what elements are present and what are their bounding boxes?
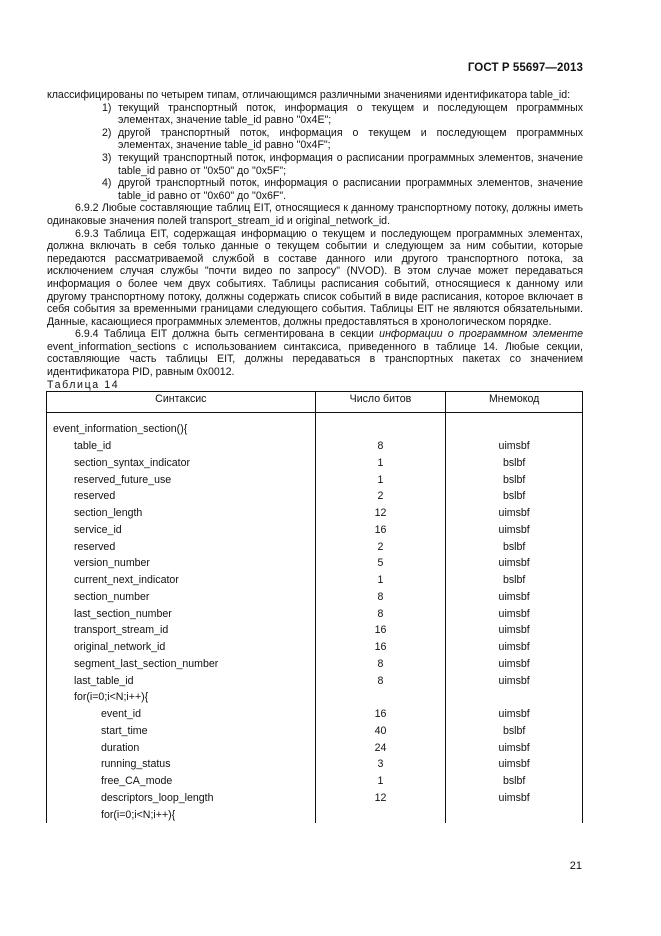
cell-bits (315, 689, 446, 706)
table-row (47, 539, 583, 556)
cell-syntax: for(i=0;i<N;i++){ (47, 807, 316, 824)
cell-mnemonic: bslbf (446, 723, 583, 740)
cell-bits: 16 (315, 639, 446, 656)
paragraph-6-9-2: 6.9.2 Любые составляющие таблиц EIT, относящиеся к данному транспортному потоку, должны иметь одинаковые значения полей transport_stream_id и original_network_id. (47, 202, 583, 227)
cell-syntax: last_table_id (47, 673, 316, 690)
list-item-text: другой транспортный поток, информация о текущем и последующем программных элементах, значение table_id равно "0x4F"; (118, 126, 583, 152)
list-item-text: текущий транспортный поток, информация о текущем и последующем программных элементах, значение table_id равно "0x4E"; (118, 101, 583, 127)
cell-syntax: segment_last_section_number (47, 656, 316, 673)
cell-syntax: running_status (47, 756, 316, 773)
cell-mnemonic (446, 689, 583, 706)
cell-bits: 16 (315, 622, 446, 639)
cell-bits: 1 (315, 455, 446, 472)
table-row (47, 421, 583, 438)
cell-syntax: for(i=0;i<N;i++){ (47, 689, 316, 706)
cell-syntax: current_next_indicator (47, 572, 316, 589)
cell-syntax: section_length (47, 505, 316, 522)
cell-mnemonic: uimsbf (446, 555, 583, 572)
header-bits: Число битов (315, 392, 446, 413)
list-item-text: текущий транспортный поток, информация о расписании программных элементов, значение table_id равно от "0x50" до "0x5F"; (118, 151, 583, 177)
table-row (47, 740, 583, 757)
table-row (47, 572, 583, 589)
cell-mnemonic (446, 807, 583, 824)
table-row (47, 706, 583, 723)
cell-bits: 8 (315, 589, 446, 606)
cell-syntax: original_network_id (47, 639, 316, 656)
table-row (47, 756, 583, 773)
syntax-table (46, 391, 583, 823)
cell-bits: 8 (315, 438, 446, 455)
type-list (47, 102, 583, 203)
paragraph-6-9-4-start: 6.9.4 Таблица EIT должна быть сегментирована в секции (75, 328, 380, 341)
list-item-number: 3) (102, 151, 112, 164)
cell-syntax: service_id (47, 522, 316, 539)
cell-syntax: free_CA_mode (47, 773, 316, 790)
list-item-number: 1) (102, 101, 112, 114)
cell-mnemonic: uimsbf (446, 790, 583, 807)
table-row (47, 656, 583, 673)
cell-bits: 8 (315, 606, 446, 623)
cell-bits: 12 (315, 790, 446, 807)
cell-mnemonic (446, 421, 583, 438)
cell-mnemonic: uimsbf (446, 589, 583, 606)
cell-bits: 12 (315, 505, 446, 522)
cell-bits: 2 (315, 488, 446, 505)
cell-mnemonic: bslbf (446, 488, 583, 505)
table-row (47, 505, 583, 522)
cell-syntax: reserved_future_use (47, 472, 316, 489)
table-row (47, 807, 583, 824)
list-item-number: 4) (102, 177, 112, 190)
list-item (47, 177, 583, 202)
table-row (47, 438, 583, 455)
table-row (47, 689, 583, 706)
table-row (47, 673, 583, 690)
cell-syntax: last_section_number (47, 606, 316, 623)
cell-bits (315, 807, 446, 824)
table-row (47, 488, 583, 505)
cell-mnemonic: uimsbf (446, 606, 583, 623)
table-row (47, 639, 583, 656)
cell-mnemonic: uimsbf (446, 522, 583, 539)
paragraph-6-9-4-end: event_information_sections с использованием синтаксиса, приведенного в таблице 14. Любые секции, составляющие часть таблицы EIT, должны передаваться в транспортных пакетах со значением идентификатора PID, равным 0x0012. (47, 340, 583, 379)
cell-mnemonic: bslbf (446, 472, 583, 489)
table-body (47, 413, 583, 824)
table-header-row (47, 392, 583, 413)
cell-bits: 24 (315, 740, 446, 757)
cell-syntax: event_information_section(){ (47, 421, 316, 438)
cell-mnemonic: uimsbf (446, 639, 583, 656)
cell-syntax: version_number (47, 555, 316, 572)
table-spacer-row (47, 413, 583, 422)
cell-mnemonic: uimsbf (446, 622, 583, 639)
cell-mnemonic: uimsbf (446, 740, 583, 757)
list-item (47, 127, 583, 152)
cell-mnemonic: uimsbf (446, 706, 583, 723)
cell-syntax: duration (47, 740, 316, 757)
paragraph-6-9-3: 6.9.3 Таблица EIT, содержащая информацию о текущем и последующем программных элементах, должна включать в себя только данные о текущем событии и следующем за ним событии, которые передаются рассматриваемой службой в составе данного или другого транспортного потока, за исключением случая службы "почти видео по запросу" (NVOD). В этом случае может передаваться информация о более чем двух событиях. Таблицы расписания событий, относящиеся к данному или другому транспортному потоку, должны содержать список событий в виде расписания, которое включает в себя события за временными границами следующего события. Таблицы EIT не являются обязательными. Данные, касающиеся программных элементов, должны предоставляться в хронологическом порядке. (47, 227, 583, 328)
table-row (47, 723, 583, 740)
table-row (47, 606, 583, 623)
cell-syntax: reserved (47, 488, 316, 505)
table-caption: Таблица 14 (47, 378, 120, 391)
page-number: 21 (569, 860, 582, 872)
cell-bits: 16 (315, 706, 446, 723)
cell-mnemonic: bslbf (446, 773, 583, 790)
cell-bits (315, 421, 446, 438)
cell-bits: 1 (315, 472, 446, 489)
list-item-number: 2) (102, 126, 112, 139)
cell-bits: 1 (315, 773, 446, 790)
table-row (47, 622, 583, 639)
cell-syntax: section_number (47, 589, 316, 606)
cell-mnemonic: uimsbf (446, 656, 583, 673)
header-mnemonic: Мнемокод (446, 392, 583, 413)
cell-syntax: start_time (47, 723, 316, 740)
cell-syntax: event_id (47, 706, 316, 723)
cell-bits: 2 (315, 539, 446, 556)
document-body (47, 89, 583, 823)
cell-bits: 1 (315, 572, 446, 589)
table-row (47, 455, 583, 472)
table-row (47, 790, 583, 807)
cell-mnemonic: bslbf (446, 539, 583, 556)
cell-mnemonic: bslbf (446, 455, 583, 472)
list-item (47, 152, 583, 177)
table-row (47, 472, 583, 489)
cell-mnemonic: uimsbf (446, 673, 583, 690)
cell-mnemonic: bslbf (446, 572, 583, 589)
paragraph-6-9-4-emphasis: информации о программном элементе (379, 328, 583, 341)
cell-mnemonic: uimsbf (446, 756, 583, 773)
cell-syntax: section_syntax_indicator (47, 455, 316, 472)
cell-syntax: reserved (47, 539, 316, 556)
table-row (47, 773, 583, 790)
cell-bits: 5 (315, 555, 446, 572)
cell-bits: 16 (315, 522, 446, 539)
cell-mnemonic: uimsbf (446, 438, 583, 455)
paragraph-6-9-4 (47, 328, 583, 378)
table-row (47, 555, 583, 572)
list-item (47, 102, 583, 127)
cell-bits: 8 (315, 656, 446, 673)
table-row (47, 589, 583, 606)
table-row (47, 522, 583, 539)
cell-mnemonic: uimsbf (446, 505, 583, 522)
cell-syntax: descriptors_loop_length (47, 790, 316, 807)
header-syntax: Синтаксис (47, 392, 316, 413)
list-item-text: другой транспортный поток, информация о расписании программных элементов, значение table_id равно от "0x60" до "0x6F". (118, 177, 583, 202)
cell-bits: 8 (315, 673, 446, 690)
cell-syntax: table_id (47, 438, 316, 455)
intro-paragraph: классифицированы по четырем типам, отличающимся различными значениями идентификатора table_id: (47, 89, 571, 101)
cell-syntax: transport_stream_id (47, 622, 316, 639)
cell-bits: 3 (315, 756, 446, 773)
document-id: ГОСТ Р 55697—2013 (467, 62, 583, 74)
cell-bits: 40 (315, 723, 446, 740)
